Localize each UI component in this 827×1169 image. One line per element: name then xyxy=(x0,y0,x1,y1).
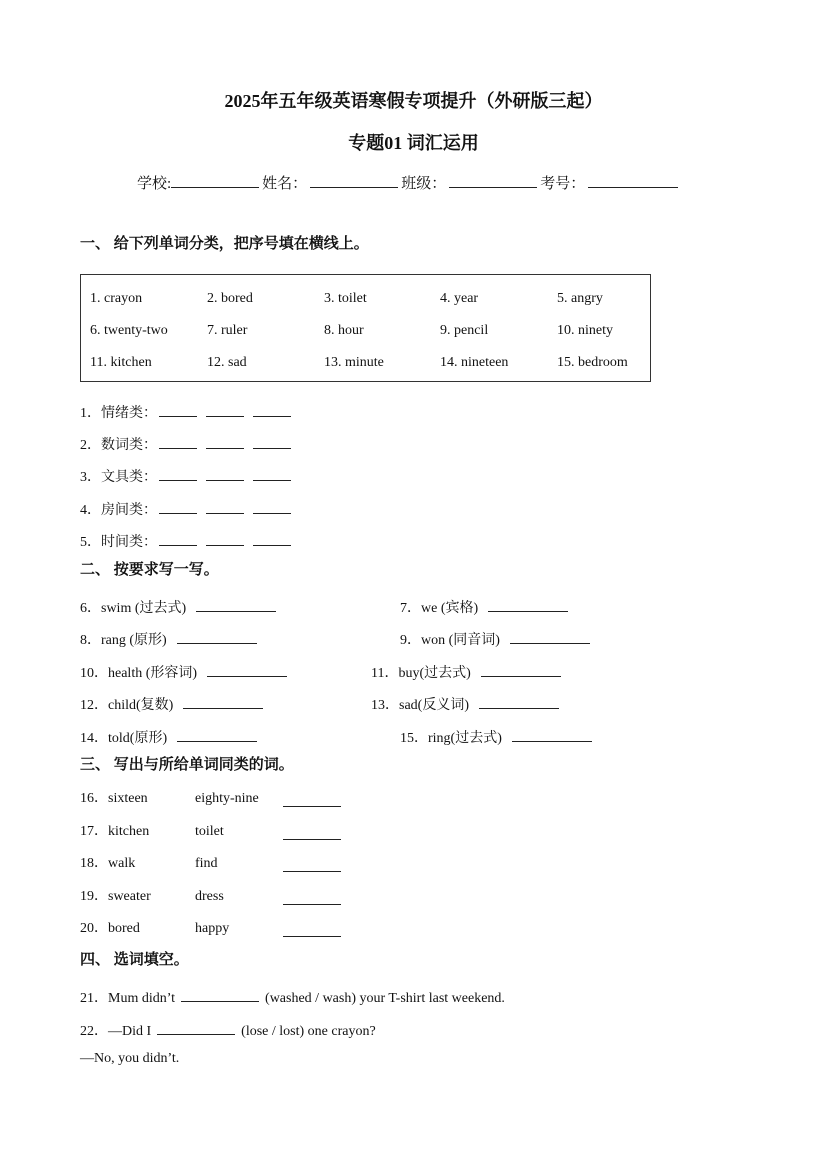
answer-blank[interactable] xyxy=(283,825,341,840)
category-label: 4．房间类： xyxy=(80,503,157,518)
rewrite-question xyxy=(80,694,266,713)
word-item: 8. hour xyxy=(324,323,364,338)
rewrite-question xyxy=(80,597,279,616)
word-item: 5. angry xyxy=(557,291,603,306)
section1-heading: 一、 给下列单词分类，把序号填在横线上。 xyxy=(80,236,369,252)
q22-text: 22．—Did I xyxy=(80,1024,152,1039)
answer-blank[interactable] xyxy=(159,499,197,514)
answer-blank[interactable] xyxy=(488,597,568,612)
q21-blank[interactable] xyxy=(181,987,259,1002)
answer-blank[interactable] xyxy=(479,694,559,709)
example-word: happy xyxy=(195,921,230,936)
word-item: 6. twenty-two xyxy=(90,323,168,338)
category-label: 2．数词类： xyxy=(80,438,157,453)
word-item: 4. year xyxy=(440,291,479,306)
question-text: 8．rang (原形) xyxy=(80,633,167,648)
category-row xyxy=(80,402,294,421)
example-word: dress xyxy=(195,889,224,904)
page-subtitle: 专题01 词汇运用 xyxy=(348,133,479,153)
answer-blank[interactable] xyxy=(283,922,341,937)
word-item: 9. pencil xyxy=(440,323,489,338)
word-item: 1. crayon xyxy=(90,291,143,306)
rewrite-question xyxy=(400,597,571,616)
category-row xyxy=(80,466,294,485)
answer-blank[interactable] xyxy=(512,727,592,742)
q22-answer: —No, you didn’t. xyxy=(80,1051,180,1066)
word-item: 15. bedroom xyxy=(557,355,628,370)
answer-blank[interactable] xyxy=(283,890,341,905)
question-22 xyxy=(80,1020,376,1039)
rewrite-question xyxy=(400,629,593,648)
given-word: 17．kitchen xyxy=(80,824,150,839)
info-row xyxy=(137,173,681,192)
answer-blank[interactable] xyxy=(283,792,341,807)
word-item: 12. sad xyxy=(207,355,247,370)
answer-blank[interactable] xyxy=(196,597,276,612)
section3-heading: 三、 写出与所给单词同类的词。 xyxy=(80,757,294,773)
page-title: 2025年五年级英语寒假专项提升（外研版三起） xyxy=(224,91,603,111)
answer-blank[interactable] xyxy=(283,857,341,872)
answer-blank[interactable] xyxy=(177,629,257,644)
answer-blank[interactable] xyxy=(253,531,291,546)
category-row xyxy=(80,531,294,550)
question-text: 6．swim (过去式) xyxy=(80,601,187,616)
answer-blank[interactable] xyxy=(159,466,197,481)
answer-blank[interactable] xyxy=(510,629,590,644)
word-item: 13. minute xyxy=(324,355,384,370)
word-item: 2. bored xyxy=(207,291,253,306)
category-row xyxy=(80,499,294,518)
rewrite-question xyxy=(80,629,260,648)
example-word: find xyxy=(195,856,218,871)
question-text: 7．we (宾格) xyxy=(400,601,479,616)
name-label: 姓名： xyxy=(262,176,308,192)
exam-number-blank[interactable] xyxy=(588,173,678,188)
school-label: 学校: xyxy=(137,176,172,192)
class-label: 班级： xyxy=(401,176,447,192)
exam-number-label: 考号： xyxy=(540,176,586,192)
word-item: 3. toilet xyxy=(324,291,367,306)
q21-text: 21．Mum didn’t xyxy=(80,991,176,1006)
section2-heading: 二、 按要求写一写。 xyxy=(80,562,219,578)
answer-blank[interactable] xyxy=(253,499,291,514)
rewrite-question xyxy=(400,727,595,746)
rewrite-question xyxy=(80,662,290,681)
word-item: 14. nineteen xyxy=(440,355,509,370)
given-word: 20．bored xyxy=(80,921,140,936)
school-blank[interactable] xyxy=(171,173,259,188)
q21-options: (washed / wash) your T-shirt last weekend. xyxy=(265,991,505,1006)
question-text: 9．won (同音词) xyxy=(400,633,500,648)
answer-blank[interactable] xyxy=(481,662,561,677)
word-box xyxy=(80,274,651,382)
answer-blank[interactable] xyxy=(183,694,263,709)
section4-heading: 四、 选词填空。 xyxy=(80,952,189,968)
given-word: 16．sixteen xyxy=(80,791,148,806)
answer-blank[interactable] xyxy=(159,434,197,449)
answer-blank[interactable] xyxy=(253,466,291,481)
category-label: 3．文具类： xyxy=(80,470,157,485)
category-label: 5．时间类： xyxy=(80,535,157,550)
question-text: 13．sad(反义词) xyxy=(371,698,469,713)
answer-blank[interactable] xyxy=(206,466,244,481)
question-21 xyxy=(80,987,505,1006)
question-text: 10．health (形容词) xyxy=(80,666,198,681)
given-word: 18．walk xyxy=(80,856,136,871)
answer-blank[interactable] xyxy=(207,662,287,677)
word-item: 11. kitchen xyxy=(90,355,152,370)
category-label: 1．情绪类： xyxy=(80,406,157,421)
example-word: eighty-nine xyxy=(195,791,259,806)
q22-options: (lose / lost) one crayon? xyxy=(241,1024,376,1039)
answer-blank[interactable] xyxy=(206,402,244,417)
rewrite-question xyxy=(371,662,564,681)
category-row xyxy=(80,434,294,453)
example-word: toilet xyxy=(195,824,224,839)
given-word: 19．sweater xyxy=(80,889,151,904)
question-text: 11．buy(过去式) xyxy=(371,666,471,681)
answer-blank[interactable] xyxy=(253,434,291,449)
question-text: 15．ring(过去式) xyxy=(400,731,502,746)
q22-blank[interactable] xyxy=(157,1020,235,1035)
answer-blank[interactable] xyxy=(206,434,244,449)
name-blank[interactable] xyxy=(310,173,398,188)
answer-blank[interactable] xyxy=(159,531,197,546)
rewrite-question xyxy=(80,727,260,746)
answer-blank[interactable] xyxy=(159,402,197,417)
word-item: 10. ninety xyxy=(557,323,613,338)
answer-blank[interactable] xyxy=(206,531,244,546)
answer-blank[interactable] xyxy=(253,402,291,417)
question-text: 14．told(原形) xyxy=(80,731,168,746)
rewrite-question xyxy=(371,694,562,713)
word-item: 7. ruler xyxy=(207,323,248,338)
class-blank[interactable] xyxy=(449,173,537,188)
answer-blank[interactable] xyxy=(206,499,244,514)
question-text: 12．child(复数) xyxy=(80,698,174,713)
answer-blank[interactable] xyxy=(177,727,257,742)
